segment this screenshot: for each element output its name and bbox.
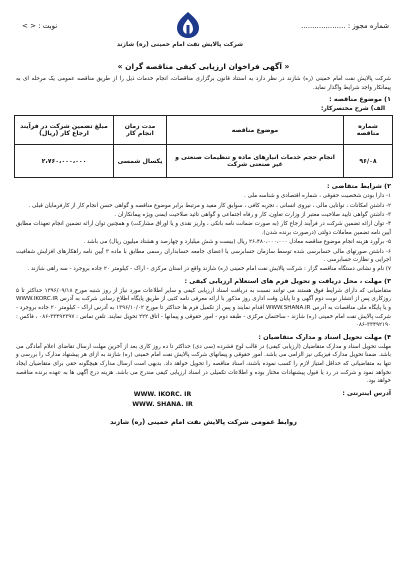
website-link-shana[interactable]: WWW. SHANA. IR <box>132 400 193 408</box>
notice-header <box>14 8 393 60</box>
list-item: ۴- توان ارائه تضمین شرکت در فرآیند ارجاع کار (به صورت ضمانت نامه بانکی ، واریز نقدی و یا اوراق مشارکت) و همچنین توان ارائه تضمین انجام تعهدات مطابق آیین نامه تضمین معاملات دولتی (درصورت برنده شدن). <box>16 221 391 236</box>
cell-tender-number: ۹۶/۰۸ <box>344 145 393 178</box>
website-link-ikorc[interactable]: WWW. IKORC. IR <box>133 390 192 398</box>
company-logo <box>116 10 243 54</box>
round-number <box>22 22 57 30</box>
permit-number-dots: .................... <box>301 22 346 30</box>
table-row <box>15 145 393 178</box>
section-deadline-title: ۳) مهلت ، محل دریافت و تحویل فرم های استعلام ارزیابی کیفی : <box>184 276 391 285</box>
permit-number <box>301 22 389 30</box>
list-item: ۵- برآورد هزینه انجام موضوع مناقصه معادل ۲۶،۴۸۰،۰۰۰،۰۰۰ ریال (بیست و شش میلیارد و چهارصد و هشتاد میلیون ریال) می باشد . <box>83 239 391 246</box>
list-item: ۷) نام و نشانی دستگاه مناقصه گزار : شرکت پالایش نفت امام خمینی (ره) شازند واقع در استان مرکزی - اراک - کیلومتر ۲۰ جاده بروجرد - سه راهی شازند . <box>27 266 391 273</box>
tender-table <box>14 115 393 178</box>
conditions-list <box>16 192 391 274</box>
list-item: ۲- داشتن امکانات ، توانایی مالی ، نیروی انسانی ، تجربه کافی ، سوابق کار مفید و مرتبط برابر موضوع مناقصه و گواهی حسن انجام کار از کارفرمایان قبلی . <box>28 202 391 209</box>
section-delivery-title: ۴) مهلت تحویل اسناد و مدارک متقاضیان : <box>258 332 391 341</box>
internet-address-sites <box>14 390 311 410</box>
internet-address-label: آدرس اینترنتی : <box>342 389 391 397</box>
internet-addresses <box>14 390 393 410</box>
cell-tender-subject: انجام حجم خدمات انبارهای ماده و تنظیمات صنعتی و غیر صنعتی شرکت <box>167 145 344 178</box>
header-guarantee-amount: مبلغ تضمین شرکت در فرآیند ارجاع کار (ریال) <box>15 116 114 145</box>
notice-title: « آگهی فراخوان ارزیابی کیفی مناقصه گران » <box>117 62 290 71</box>
header-tender-subject: موضوع مناقصه <box>167 116 344 145</box>
permit-number-label: شماره مجوز : <box>347 22 389 30</box>
intro-paragraph: شرکت پالایش نفت امام خمینی (ره) شازند در نظر دارد به استناد قانون برگزاری مناقصات، انجام خدمات ذیل را از طریق مناقصه عمومی یک مرحله ای به پیمانکار واجد شرایط واگذار نماید. <box>16 76 391 91</box>
section-conditions-title: ۲) شرایط متقاضی : <box>327 182 391 191</box>
list-item: ۳- داشتن گواهی تایید صلاحیت معتبر از وزارت تعاون، کار و رفاه اجتماعی و گواهی تائید صلاحیت ایمنی ویژه پیمانکاران . <box>114 212 391 218</box>
section-subject-subtitle: الف) شرح مختصرکار: <box>320 105 385 113</box>
header-duration: مدت زمان انجام کار <box>114 116 167 145</box>
list-item: ۱- دارا بودن شخصیت حقوقی ، شماره اقتصادی و شناسه ملی . <box>244 193 391 200</box>
table-header-row <box>15 116 393 145</box>
section-subject-title: ۱) موضوع مناقصه : <box>329 95 391 104</box>
refinery-logo-icon <box>171 10 205 40</box>
cell-duration: یکسال شمسی <box>114 145 167 178</box>
section-delivery-text: مهلت تحویل اسناد و مدارک متقاضیان (ارزیابی کیفی) در قالب لوح فشرده (سی دی) حداکثر تا ده روز کاری بعد از آخرین مهلت ارسال تقاضای اعلام آمادگی می باشد. ضمنا تحویل مدارک فیزیکی نیز الزامی می باشد. امور حقوقی و پیمانهای شرکت پالایش نفت امام خمینی (ره) شازند به ازای هر پیشنهاد مدارک را بررسی و تنها به متقاضیانی که حداقل امتیاز لازم را کسب نموده باشند، اسناد مناقصه را تحویل خواهد داد. بدیهی است ارسال مدارک هیچگونه حقی برای متقاضیان ایجاد نخواهد نمود و شرکت در رد یا قبول پیشنهادات مختار بوده و اطلاعات تکمیلی در اسناد ارزیابی کیفی مندرج می باشد. هزینه درج آگهی ها به عهده برنده مناقصه خواهد بود. <box>16 343 391 385</box>
round-value: < > <box>22 22 36 30</box>
round-label: نوبت : <box>38 22 58 30</box>
company-name: شرکت پالایش نفت امام خمینی (ره) شازند <box>116 41 243 48</box>
section-deadline-text: متقاضیانی که دارای شرایط فوق هستند می توانند نسبت به دریافت اسناد ارزیابی کیفی و سایر اطلاعات مورد نیاز از روز شنبه مورخ ۱۳۹۶/۰۹/۱۸ حداکثر تا ۵ روزکاری پس از انتشار نوبت دوم آگهی و تا پایان وقت اداری روز مذکور با ارائه معرفی نامه کتبی از طریق پایگاه اطلاع رسانی شرکت به آدرس WWW.IKORC.IR و یا پایگاه ملی مناقصات به آدرس WWW.SHANA.IR اقدام نمایند و پس از تکمیل فرم ها حداکثر تا مورخ ۱۳۹۶/۱۰/۰۲ به آدرس اراک - کیلومتر ۲۰ جاده بروجرد - شرکت پالایش نفت امام خمینی (ره) شازند - ساختمان مرکزی - طبقه دوم - امور حقوقی و پیمانها - اتاق ۲۲۲ تحویل نمایند. تلفن تماس : ۳۳۴۹۲۳۹۷-۰۸۶ ، فاکس : ۳۳۴۹۲۱۹۰-۰۸۶ <box>16 287 391 329</box>
public-relations-signature: روابط عمومی شرکت پالایش نفت امام خمینی (ره) شازند <box>110 417 297 426</box>
cell-guarantee-amount: ۲،۷۶۰،۰۰۰،۰۰۰ <box>15 145 114 178</box>
header-tender-number: شماره مناقصه <box>344 116 393 145</box>
list-item: ۶- داشتن صورتهای مالی حسابرسی شده توسط سازمان حسابرسی یا اعضای جامعه حسابداران رسمی مطابق با ماده ۳ آیین نامه راهکارهای افزایش شفافیت اجرایی و نظارت حسابرسی . <box>16 248 391 264</box>
